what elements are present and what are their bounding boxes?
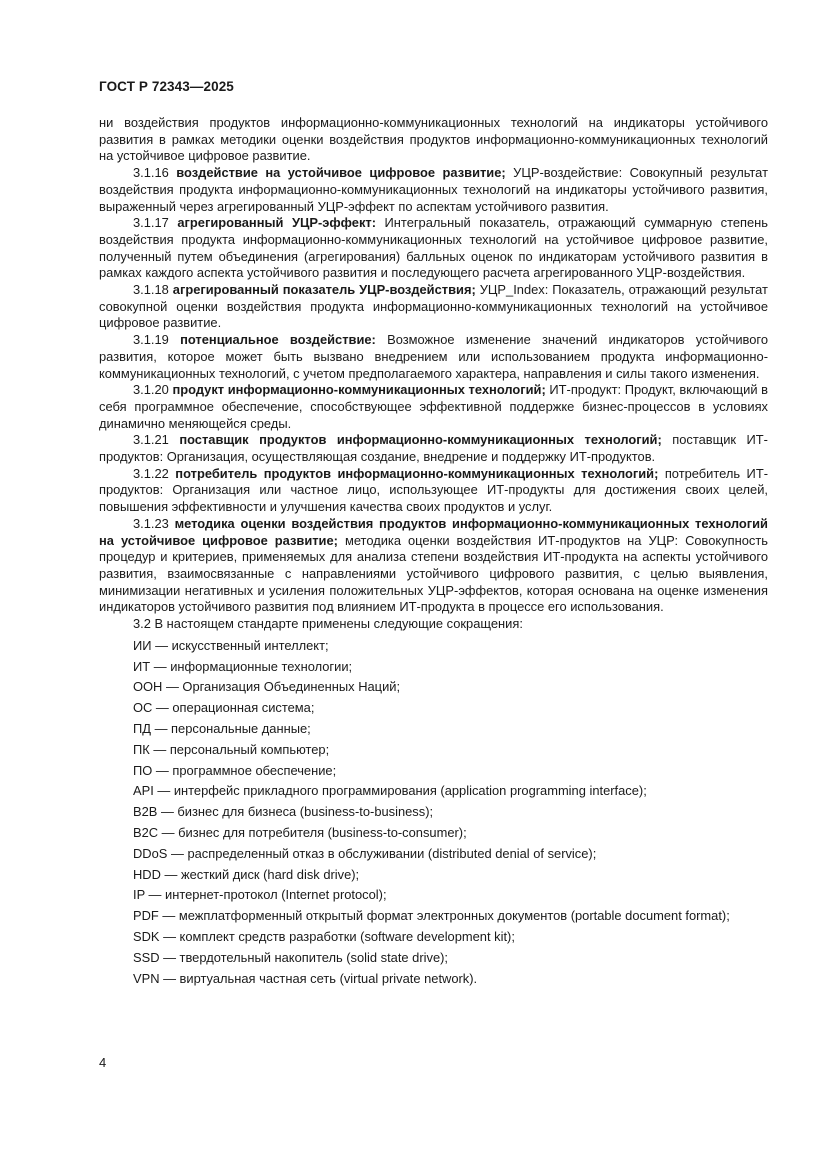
definition-term: потребитель продуктов информационно-коммуникационных технологий; — [175, 465, 659, 481]
definition-term: поставщик продуктов информационно-коммуникационных технологий; — [179, 432, 662, 448]
definition-number: 3.1.18 — [133, 282, 169, 298]
definition-paragraph — [99, 215, 768, 282]
definition-text: ИТ-продукт: Продукт, включающий в себя программное обеспечение, способствующее эффективной поддержке бизнес-процессов в условиях динамично меняющейся среды. — [99, 382, 768, 431]
definition-term: агрегированный УЦР-эффект: — [177, 215, 377, 231]
document-body — [99, 115, 768, 991]
abbreviation-item: HDD — жесткий диск (hard disk drive); — [133, 866, 360, 882]
definition-paragraph — [99, 165, 768, 215]
abbreviation-item: ОС — операционная система; — [133, 700, 315, 716]
definition-paragraph — [99, 282, 768, 332]
definition-term: агрегированный показатель УЦР-воздействия; — [172, 282, 476, 298]
definition-paragraph — [99, 332, 768, 382]
definition-paragraph — [99, 516, 768, 616]
abbreviation-item: B2B — бизнес для бизнеса (business-to-business); — [133, 804, 434, 820]
definition-paragraph — [99, 466, 768, 516]
definition-paragraph — [99, 382, 768, 432]
definition-term: продукт информационно-коммуникационных технологий; — [172, 382, 546, 398]
definition-number: 3.1.16 — [133, 165, 169, 181]
definition-paragraph — [99, 432, 768, 465]
definition-text: потребитель ИТ-продуктов: Организация или частное лицо, использующее ИТ-продукты для достижения своих целей, повышения эффективности и улучшения качества своих продуктов и услуг. — [99, 465, 768, 515]
abbreviation-item: API — интерфейс прикладного программирования (application programming interface); — [133, 783, 647, 799]
abbreviation-item: ПО — программное обеспечение; — [133, 762, 337, 778]
definition-term: воздействие на устойчивое цифровое развитие; — [176, 165, 506, 181]
definition-number: 3.1.23 — [133, 515, 169, 531]
definition-number: 3.1.19 — [133, 332, 169, 348]
definition-number: 3.1.21 — [133, 432, 169, 448]
abbreviation-item: B2C — бизнес для потребителя (business-to-consumer); — [133, 824, 467, 840]
abbreviations-intro: 3.2 В настоящем стандарте применены следующие сокращения: — [133, 616, 523, 632]
definition-text: Интегральный показатель, отражающий суммарную степень воздействия продукта информационно-коммуникационных технологий на устойчивое цифровое развитие, полученный путем объединения (агрегирования) балльных оценок по индикаторам устойчивого развития в рамках каждого аспекта устойчивого развития и последующего расчета агрегированного УЦР-воздействия. — [99, 215, 768, 281]
intro-paragraph: ни воздействия продуктов информационно-коммуникационных технологий на индикаторы устойчивого развития в рамках методики оценки воздействия продуктов информационно-коммуникационных технологий на устойчивое цифровое развитие. — [99, 115, 768, 164]
definition-text: поставщик ИТ-продуктов: Организация, осуществляющая создание, внедрение и поддержку ИТ-продуктов. — [99, 432, 768, 465]
definition-term: методика оценки воздействия продуктов информационно-коммуникационных технологий на устойчивое цифровое развитие; — [99, 515, 768, 548]
abbreviation-item: DDoS — распределенный отказ в обслуживании (distributed denial of service); — [133, 845, 597, 861]
abbreviation-item: PDF — межплатформенный открытый формат электронных документов (portable document format); — [133, 908, 730, 924]
abbreviation-item: ПД — персональные данные; — [133, 720, 311, 736]
definition-text: УЦР-воздействие: Совокупный результат воздействия продукта информационно-коммуникационных технологий на индикаторы устойчивого развития, выраженный через агрегированный УЦР-эффект по аспектам устойчивого развития. — [99, 165, 768, 214]
definition-text: УЦР_Index: Показатель, отражающий результат совокупной оценки воздействия продукта информационно-коммуникационных технологий на устойчивое цифровое развитие. — [99, 282, 768, 331]
abbreviation-item: ИТ — информационные технологии; — [133, 658, 353, 674]
definition-number: 3.1.22 — [133, 465, 169, 481]
definition-term: потенциальное воздействие: — [180, 332, 376, 348]
abbreviation-item: SDK — комплект средств разработки (software development kit); — [133, 928, 515, 944]
abbreviation-item: ПК — персональный компьютер; — [133, 741, 330, 757]
definition-number: 3.1.17 — [133, 215, 169, 231]
definition-number: 3.1.20 — [133, 382, 169, 398]
page-number: 4 — [99, 1055, 107, 1070]
definitions-list — [99, 165, 768, 616]
abbreviation-item: ООН — Организация Объединенных Наций; — [133, 679, 401, 695]
abbreviations-list — [99, 638, 768, 988]
abbreviation-item: ИИ — искусственный интеллект; — [133, 637, 329, 653]
definition-text: методика оценки воздействия ИТ-продуктов на УЦР: Совокупность процедур и критериев, применяемых для анализа степени воздействия ИТ-продукта на аспекты устойчивого развития, взаимосвязанные с направлениями устойчивого цифрового развития, с целью выявления, минимизации негативных и усиления положительных УЦР-эффектов, которая основана на оценке изменения индикаторов устойчивого развития под влиянием ИТ-продукта в процессе его использования. — [99, 532, 768, 615]
definition-text: Возможное изменение значений индикаторов устойчивого развития, которое может быть вызвано внедрением или использованием продукта информационно-коммуникационных технологий, с учетом предполагаемого характера, направления и силы такого изменения. — [99, 332, 768, 381]
abbreviation-item: VPN — виртуальная частная сеть (virtual private network). — [133, 970, 478, 986]
abbreviation-item: SSD — твердотельный накопитель (solid state drive); — [133, 949, 448, 965]
document-header: ГОСТ Р 72343—2025 — [99, 79, 234, 94]
abbreviation-item: IP — интернет-протокол (Internet protocol); — [133, 887, 387, 903]
